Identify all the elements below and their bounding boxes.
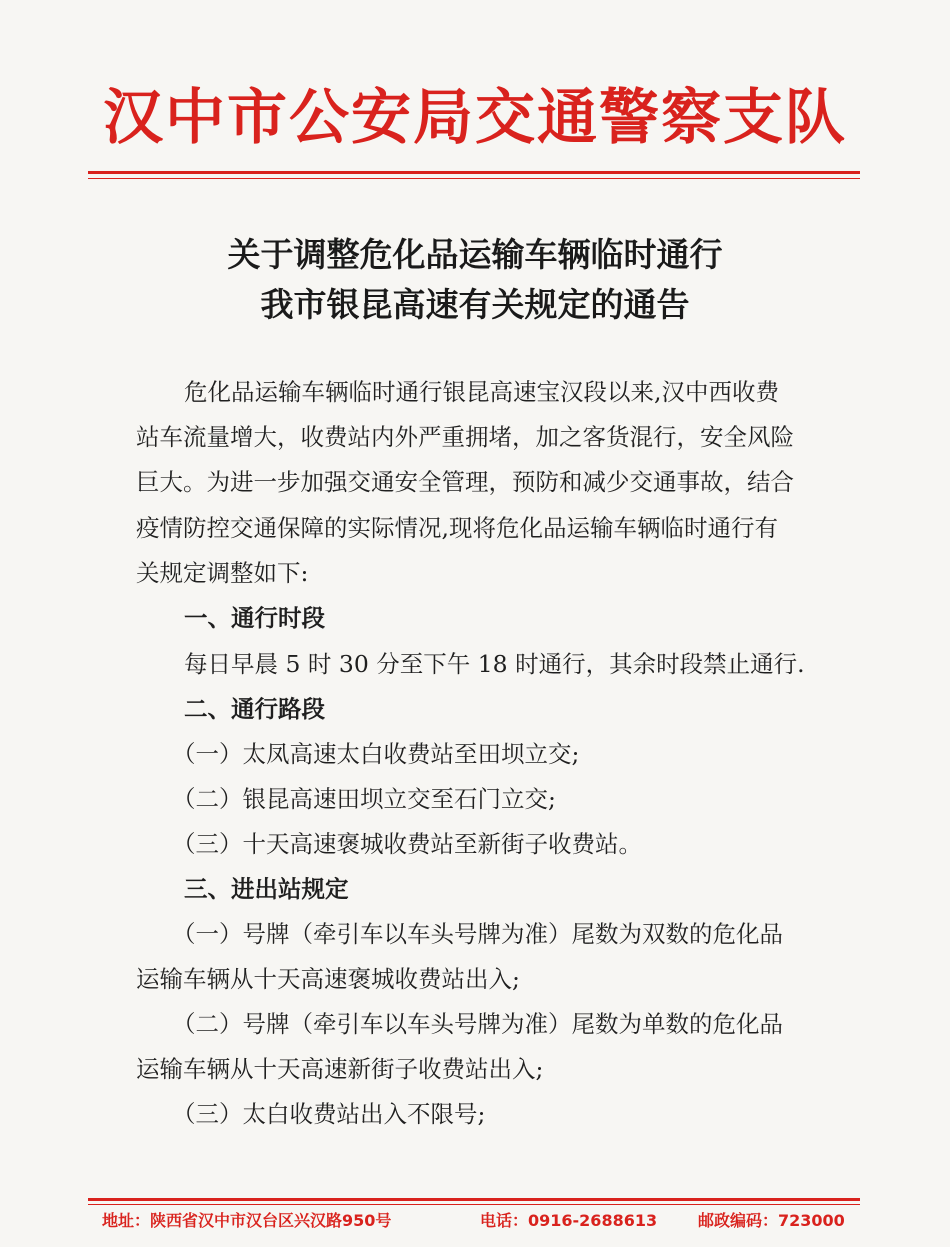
section-3-item-2-cont: 运输车辆从十天高速新街子收费站出入;	[136, 1055, 544, 1083]
notice-title-line-2: 我市银昆高速有关规定的通告	[260, 285, 690, 324]
intro-line-2: 站车流量增大，收费站内外严重拥堵，加之客货混行，安全风险	[136, 423, 794, 451]
organization-header: 汉中市公安局交通警察支队	[103, 83, 847, 153]
section-3-heading: 三、进出站规定	[184, 875, 349, 903]
section-2-item-2: （二）银昆高速田坝立交至石门立交;	[172, 785, 556, 813]
footer-postcode: 邮政编码：723000	[698, 1211, 845, 1230]
intro-line-1: 危化品运输车辆临时通行银昆高速宝汉段以来,汉中西收费	[184, 378, 779, 406]
section-1-text: 每日早晨 5 时 30 分至下午 18 时通行，其余时段禁止通行.	[184, 650, 805, 678]
header-rule-thick	[88, 171, 860, 174]
section-2-item-3: （三）十天高速褒城收费站至新街子收费站。	[172, 830, 642, 858]
footer-phone: 电话：0916-2688613	[480, 1211, 658, 1230]
section-2-heading: 二、通行路段	[184, 695, 325, 723]
footer-rule-thick	[88, 1198, 860, 1201]
intro-line-3: 巨大。为进一步加强交通安全管理，预防和减少交通事故，结合	[136, 468, 794, 496]
footer-address: 地址：陕西省汉中市汉台区兴汉路950号	[102, 1211, 392, 1230]
intro-line-5: 关规定调整如下:	[136, 559, 309, 587]
section-2-item-1: （一）太凤高速太白收费站至田坝立交;	[172, 740, 580, 768]
intro-line-4: 疫情防控交通保障的实际情况,现将危化品运输车辆临时通行有	[136, 514, 778, 542]
section-3-item-1-cont: 运输车辆从十天高速褒城收费站出入;	[136, 965, 520, 993]
notice-title-line-1: 关于调整危化品运输车辆临时通行	[227, 235, 723, 274]
section-3-item-1: （一）号牌（牵引车以车头号牌为准）尾数为双数的危化品	[172, 920, 783, 948]
header-rule-thin	[88, 178, 860, 179]
section-3-item-2: （二）号牌（牵引车以车头号牌为准）尾数为单数的危化品	[172, 1010, 783, 1038]
section-3-item-3: （三）太白收费站出入不限号;	[172, 1100, 486, 1128]
section-1-heading: 一、通行时段	[184, 604, 325, 632]
footer-rule-thin	[88, 1204, 860, 1205]
